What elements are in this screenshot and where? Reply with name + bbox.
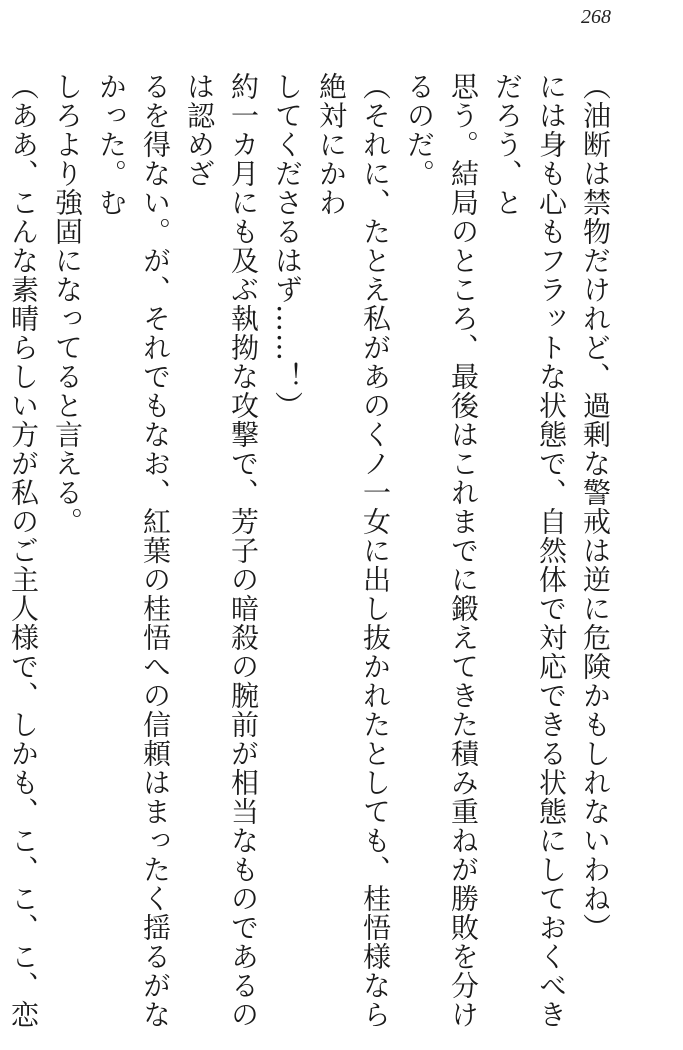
- text-line: には身も心もフラットな状態で、自然体で対応できる状態にしておくべきだろう、と: [491, 72, 568, 1029]
- text-line: してくださるはず……！）: [271, 72, 304, 420]
- text-line: （油断は禁物だけれど、過剰な警戒は逆に危険かもしれないわね）: [579, 72, 612, 942]
- text-line: 約一カ月にも及ぶ執拗な攻撃で、芳子の暗殺の腕前が相当なものであるのは認めざ: [183, 72, 260, 1029]
- page-number: 268: [581, 6, 611, 28]
- text-line: しろより強固になってると言える。: [51, 72, 84, 536]
- text-line: （ああ、こんな素晴らしい方が私のご主人様で、しかも、こ、こ、こ、恋: [7, 72, 40, 1029]
- vertical-text-body: [7, 72, 617, 1032]
- text-line: 思う。結局のところ、最後はこれまでに鍛えてきた積み重ねが勝敗を分けるのだ。: [403, 72, 480, 1029]
- text-line: るを得ない。が、それでもなお、紅葉の桂悟への信頼はまったく揺るがなかった。む: [95, 72, 172, 1029]
- text-line: （それに、たとえ私があのくノ一女に出し抜かれたとしても、桂悟様なら絶対にかわ: [315, 72, 392, 1029]
